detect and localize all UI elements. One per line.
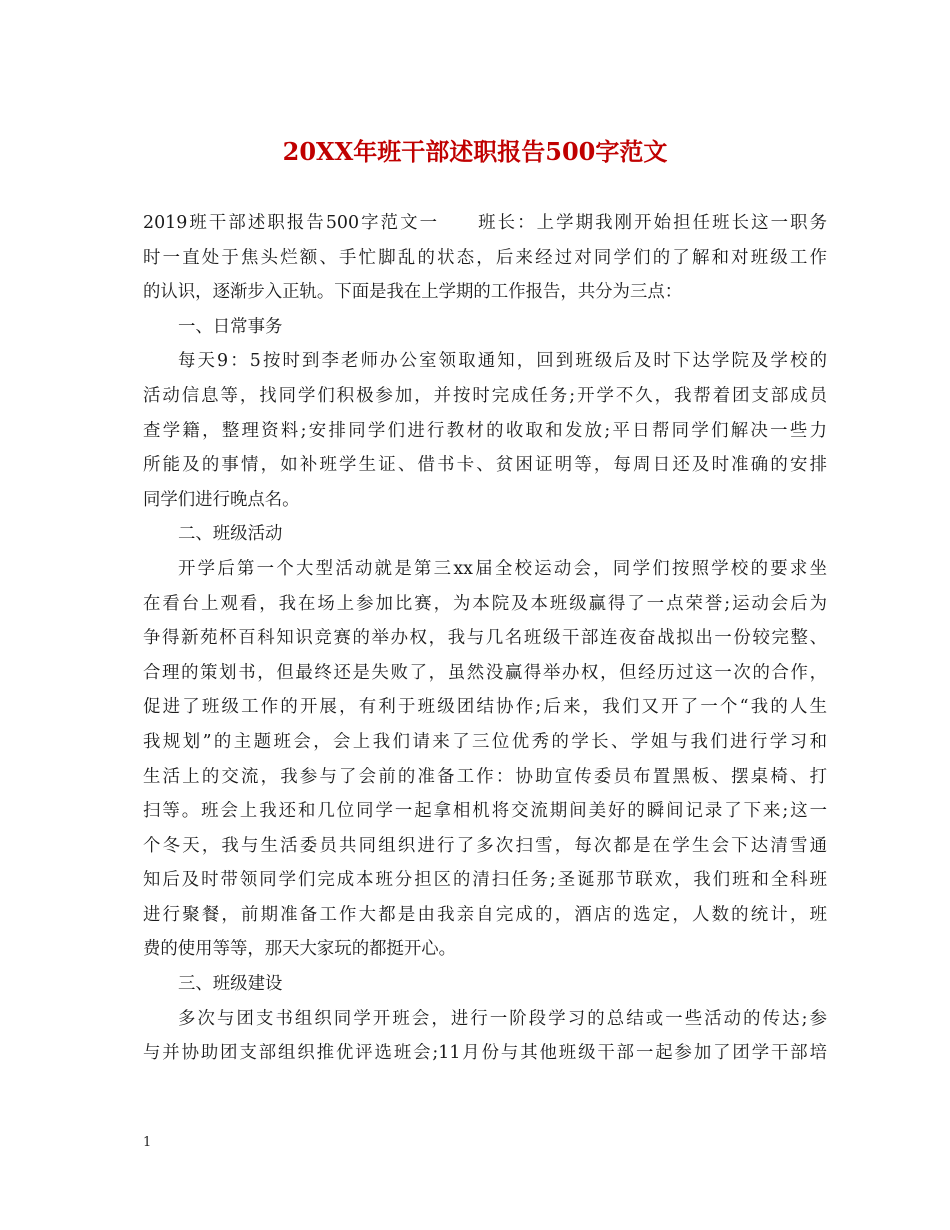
paragraph-line: 促进了班级工作的开展，有利于班级团结协作;后来，我们又开了一个“我的人生 <box>143 697 827 718</box>
section-heading: 三、班级建设 <box>178 974 283 995</box>
paragraph-line: 所能及的事情，如补班学生证、借书卡、贫困证明等，每周日还及时准确的安排 <box>143 455 827 476</box>
document-body <box>143 206 827 1071</box>
paragraph-line: 开学后第一个大型活动就是第三xx届全校运动会，同学们按照学校的要求坐 <box>178 558 827 579</box>
paragraph-line: 扫等。班会上我还和几位同学一起拿相机将交流期间美好的瞬间记录了下来;这一 <box>143 801 827 822</box>
section-heading: 二、班级活动 <box>178 524 283 545</box>
paragraph-line: 与并协助团支部组织推优评选班会;11月份与其他班级干部一起参加了团学干部培 <box>143 1043 827 1064</box>
paragraph-line: 我规划”的主题班会，会上我们请来了三位优秀的学长、学姐与我们进行学习和 <box>143 731 827 752</box>
page-number: 1 <box>143 1135 152 1150</box>
paragraph-line: 争得新苑杯百科知识竞赛的举办权，我与几名班级干部连夜奋战拟出一份较完整、 <box>143 628 827 649</box>
document-title: 20XX年班干部述职报告500字范文 <box>282 137 668 166</box>
paragraph-line: 活动信息等，找同学们积极参加，并按时完成任务;开学不久，我帮着团支部成员 <box>143 385 827 406</box>
paragraph-line: 的认识，逐渐步入正轨。下面是我在上学期的工作报告，共分为三点： <box>143 282 683 303</box>
paragraph-line: 个冬天，我与生活委员共同组织进行了多次扫雪，每次都是在学生会下达清雪通 <box>143 835 827 856</box>
paragraph-line: 多次与团支书组织同学开班会，进行一阶段学习的总结或一些活动的传达;参 <box>178 1008 827 1029</box>
paragraph-line: 合理的策划书，但最终还是失败了，虽然没赢得举办权，但经历过这一次的合作， <box>143 662 827 683</box>
paragraph-line: 时一直处于焦头烂额、手忙脚乱的状态，后来经过对同学们的了解和对班级工作 <box>143 247 827 268</box>
paragraph-line: 每天9：5按时到李老师办公室领取通知，回到班级后及时下达学院及学校的 <box>178 351 827 372</box>
paragraph-line: 2019班干部述职报告500字范文一 班长：上学期我刚开始担任班长这一职务 <box>143 213 827 233</box>
paragraph-line: 同学们进行晚点名。 <box>143 489 300 510</box>
paragraph-line: 生活上的交流，我参与了会前的准备工作：协助宣传委员布置黑板、摆桌椅、打 <box>143 766 827 787</box>
paragraph-line: 进行聚餐，前期准备工作大都是由我亲自完成的，酒店的选定，人数的统计，班 <box>143 904 827 925</box>
paragraph-line: 知后及时带领同学们完成本班分担区的清扫任务;圣诞那节联欢，我们班和全科班 <box>143 870 827 891</box>
paragraph-line: 费的使用等等，那天大家玩的都挺开心。 <box>143 939 457 960</box>
paragraph-line: 在看台上观看，我在场上参加比赛，为本院及本班级赢得了一点荣誉;运动会后为 <box>143 593 827 614</box>
section-heading: 一、日常事务 <box>178 316 283 337</box>
paragraph-line: 查学籍，整理资料;安排同学们进行教材的收取和发放;平日帮同学们解决一些力 <box>143 420 827 441</box>
